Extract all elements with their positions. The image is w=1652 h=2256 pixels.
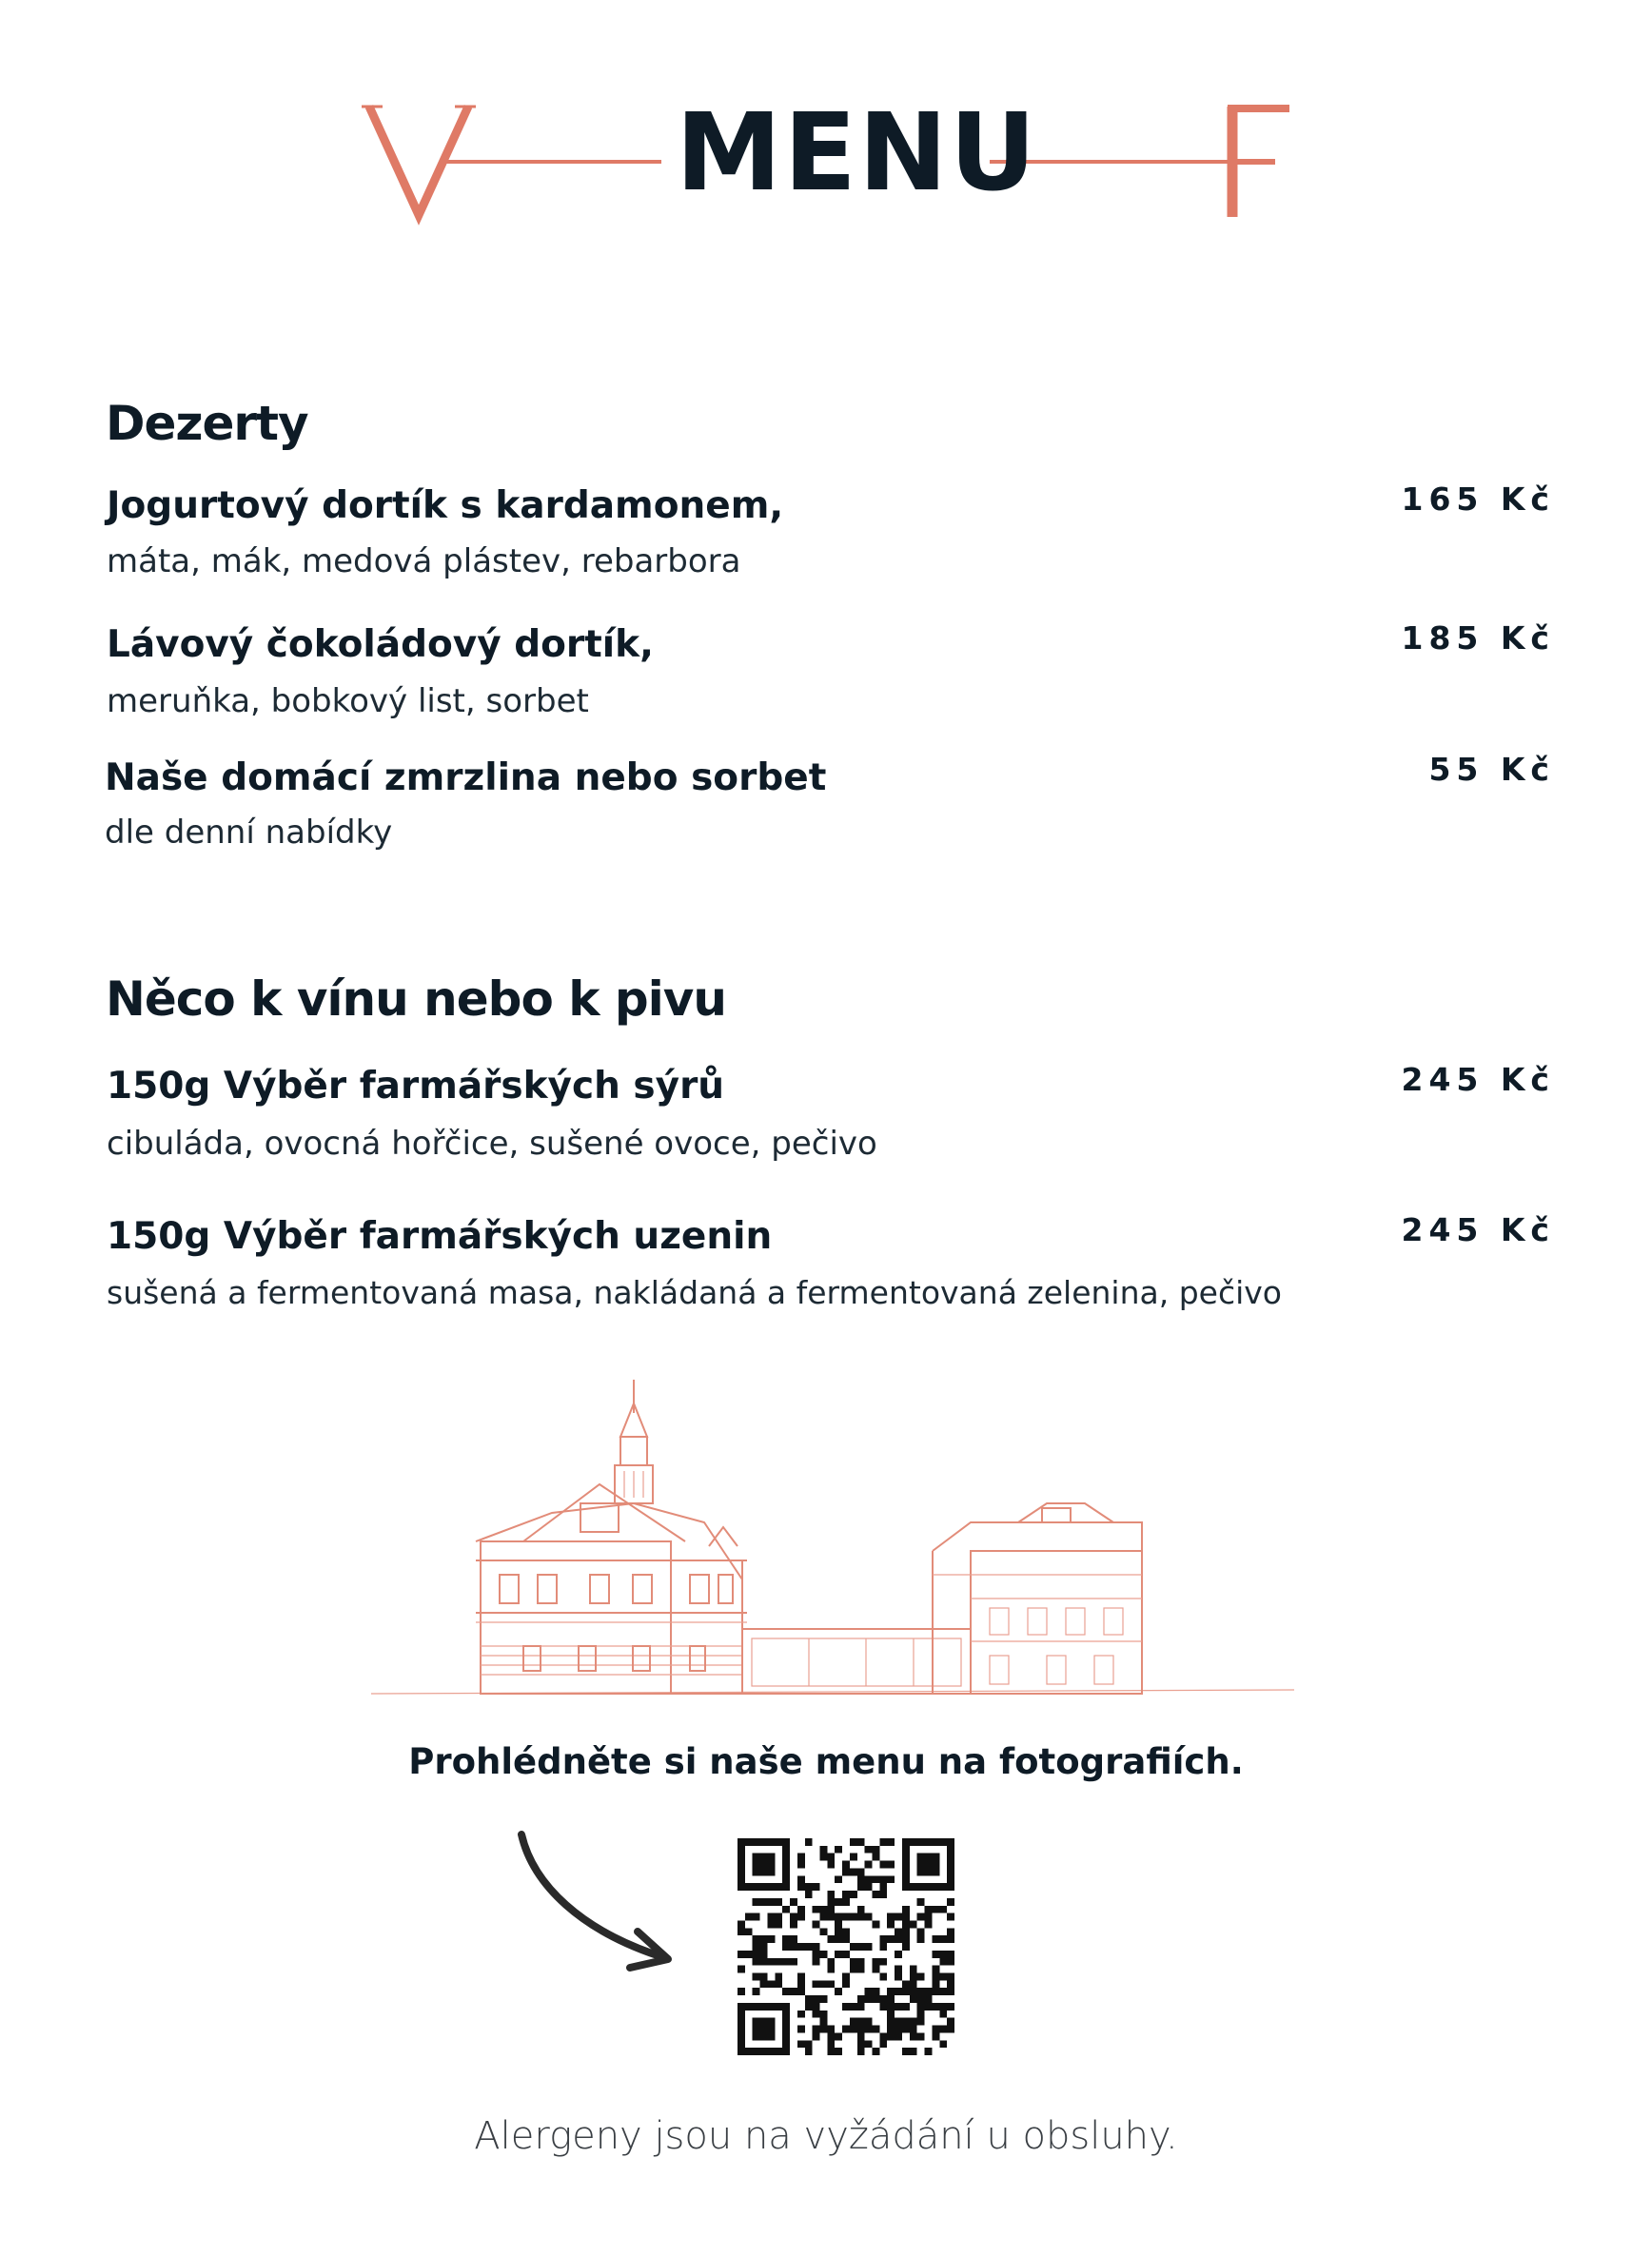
item-description: meruňka, bobkový list, sorbet xyxy=(107,682,589,720)
item-description: cibuláda, ovocná hořčice, sušené ovoce, pečivo xyxy=(107,1125,877,1163)
item-description: dle denní nabídky xyxy=(105,814,393,852)
building-illustration xyxy=(362,1370,1304,1713)
item-price: 185 Kč xyxy=(1401,619,1555,657)
cta-text: Prohlédněte si naše menu na fotografiích. xyxy=(408,1741,1244,1782)
item-price: 165 Kč xyxy=(1401,481,1555,518)
item-name: 150g Výběr farmářských uzenin xyxy=(107,1215,773,1258)
item-name: Naše domácí zmrzlina nebo sorbet xyxy=(105,756,827,799)
item-price: 245 Kč xyxy=(1401,1061,1555,1098)
item-name: 150g Výběr farmářských sýrů xyxy=(107,1065,725,1108)
allergen-note: Alergeny jsou na vyžádání u obsluhy. xyxy=(474,2114,1178,2158)
curved-arrow-icon xyxy=(504,1827,695,1989)
item-price: 245 Kč xyxy=(1401,1211,1555,1248)
qr-code-icon[interactable] xyxy=(738,1838,954,2055)
item-price: 55 Kč xyxy=(1428,751,1555,788)
item-description: máta, mák, medová plástev, rebarbora xyxy=(107,542,741,580)
section-title: Dezerty xyxy=(106,396,308,451)
item-name: Jogurtový dortík s kardamonem, xyxy=(107,484,784,527)
page-title: MENU xyxy=(676,91,1038,215)
section-title: Něco k vínu nebo k pivu xyxy=(106,971,726,1027)
item-name: Lávový čokoládový dortík, xyxy=(107,623,654,666)
menu-header xyxy=(0,0,1652,285)
item-description: sušená a fermentovaná masa, nakládaná a fermentovaná zelenina, pečivo xyxy=(107,1274,1282,1311)
